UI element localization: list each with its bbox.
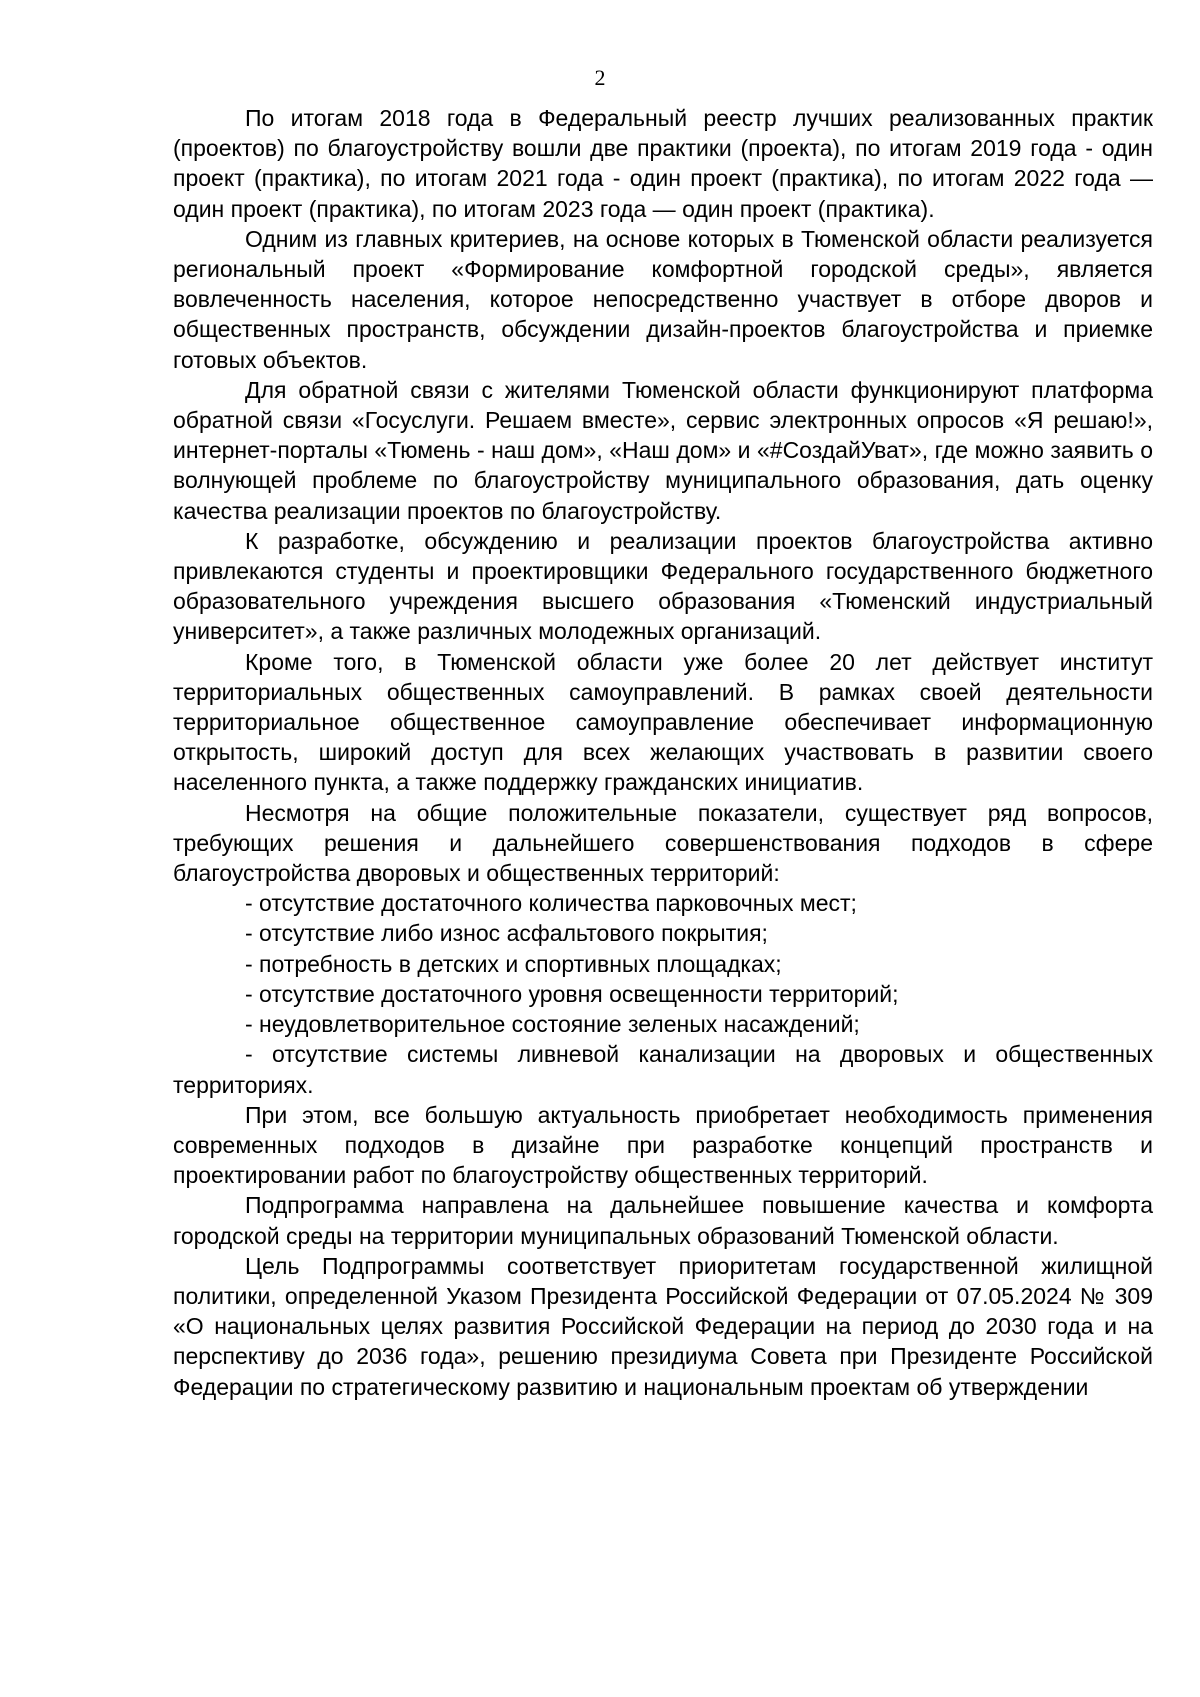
paragraph-issues-intro: Несмотря на общие положительные показатели, существует ряд вопросов, требующих решения и дальнейшего совершенствования подходов в сфере благоустройства дворовых и общественных территорий: xyxy=(173,799,1153,887)
paragraph-subprogram-goal: Цель Подпрограммы соответствует приоритетам государственной жилищной политики, определенной Указом Президента Российской Федерации от 07.05.2024 № 309 «О национальных целях развития Российской Федерации на период до 2030 года и на перспективу до 2036 года», решению президиума Совета при Президенте Российской Федерации по стратегическому развитию и национальным проектам об утверждении xyxy=(173,1252,1153,1400)
document-body xyxy=(173,103,1153,1402)
list-item: - потребность в детских и спортивных площадках; xyxy=(245,950,782,977)
paragraph-criteria: Одним из главных критериев, на основе которых в Тюменской области реализуется региональный проект «Формирование комфортной городской среды», является вовлеченность населения, которое непосредственно участвует в отборе дворов и общественных пространств, обсуждении дизайн-проектов благоустройства и приемке готовых объектов. xyxy=(173,225,1153,373)
paragraph-registry-practices: По итогам 2018 года в Федеральный реестр лучших реализованных практик (проектов) по благоустройству вошли две практики (проекта), по итогам 2019 года - один проект (практика), по итогам 2021 года - один проект (практика), по итогам 2022 года — один проект (практика), по итогам 2023 года — один проект (практика). xyxy=(173,105,1153,222)
paragraph-subprogram-aim: Подпрограмма направлена на дальнейшее повышение качества и комфорта городской среды на территории муниципальных образований Тюменской области. xyxy=(173,1192,1153,1249)
paragraph-self-government: Кроме того, в Тюменской области уже более 20 лет действует институт территориальных общественных самоуправлений. В рамках своей деятельности территориальное общественное самоуправление обеспечивает информационную открытость, широкий доступ для всех желающих участвовать в развитии своего населенного пункта, а также поддержку гражданских инициатив. xyxy=(173,648,1153,796)
paragraph-feedback: Для обратной связи с жителями Тюменской области функционируют платформа обратной связи «Госуслуги. Решаем вместе», сервис электронных опросов «Я решаю!», интернет-порталы «Тюмень - наш дом», «Наш дом» и «#СоздайУват», где можно заявить о волнующей проблеме по благоустройству муниципального образования, дать оценку качества реализации проектов по благоустройству. xyxy=(173,376,1153,524)
paragraph-university: К разработке, обсуждению и реализации проектов благоустройства активно привлекаются студенты и проектировщики Федерального государственного бюджетного образовательного учреждения высшего образования «Тюменский индустриальный университет», а также различных молодежных организаций. xyxy=(173,527,1153,645)
list-item: - отсутствие достаточного количества парковочных мест; xyxy=(245,890,857,917)
list-item: - неудовлетворительное состояние зеленых насаждений; xyxy=(245,1011,860,1038)
paragraph-modern-approaches: При этом, все большую актуальность приобретает необходимость применения современных подходов в дизайне при разработке концепций пространств и проектировании работ по благоустройству общественных территорий. xyxy=(173,1101,1153,1189)
list-item: - отсутствие либо износ асфальтового покрытия; xyxy=(245,920,768,947)
page-number: 2 xyxy=(594,65,606,90)
list-item: - отсутствие системы ливневой канализации на дворовых и общественных территориях. xyxy=(173,1041,1153,1098)
list-item: - отсутствие достаточного уровня освещенности территорий; xyxy=(245,980,899,1007)
